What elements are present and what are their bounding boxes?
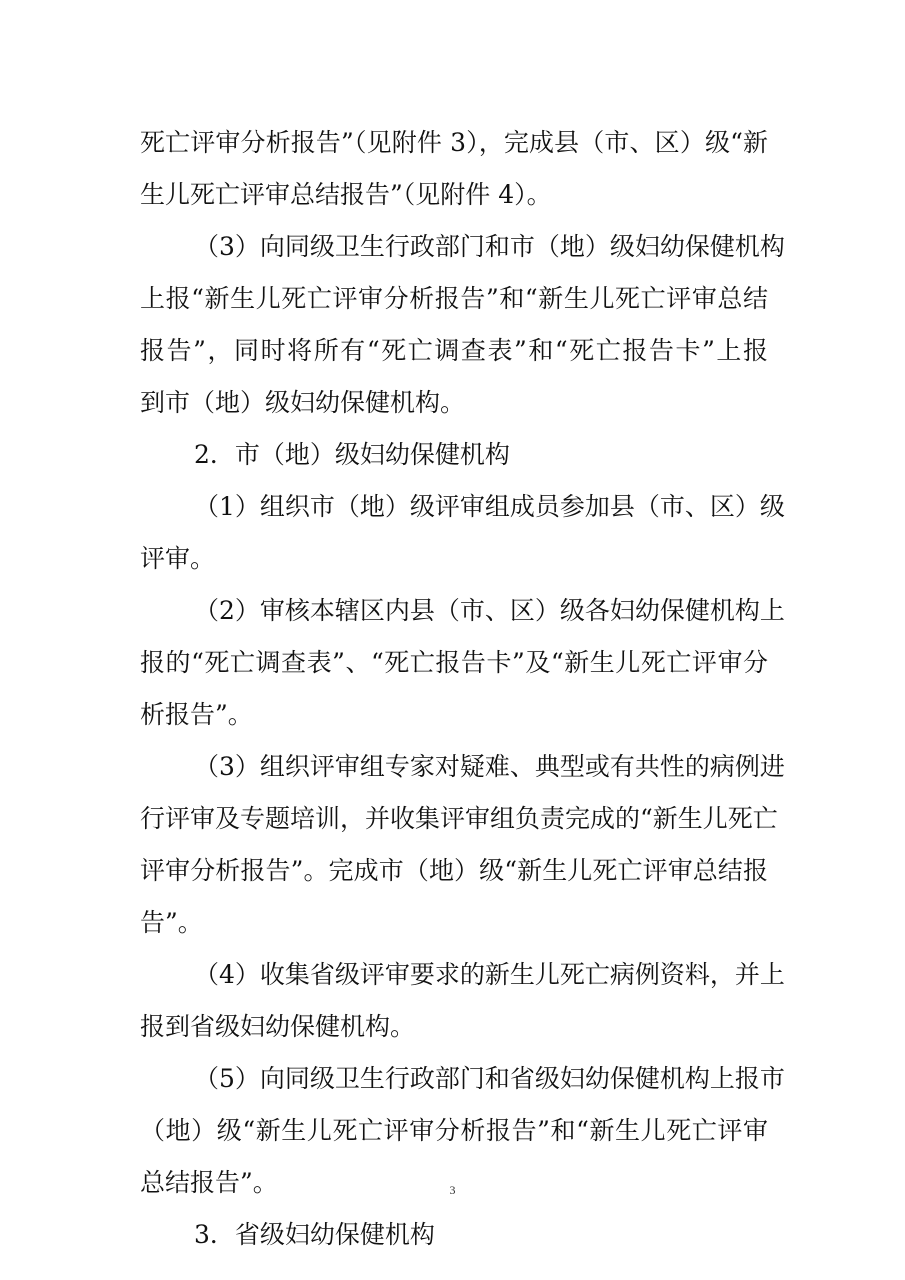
- page-number: 3: [449, 1183, 456, 1197]
- text-line: （4）收集省级评审要求的新生儿死亡病例资料，并上: [194, 960, 785, 989]
- text-line: （3）向同级卫生行政部门和市（地）级妇幼保健机构: [194, 232, 785, 261]
- text-line: 报告”，同时将所有“死亡调查表”和“死亡报告卡”上报: [140, 336, 768, 365]
- text-line: （1）组织市（地）级评审组成员参加县（市、区）级: [194, 492, 785, 521]
- text-line: （5）向同级卫生行政部门和省级妇幼保健机构上报市: [194, 1064, 785, 1093]
- text-line: 告”。: [140, 908, 203, 937]
- text-line: 上报“新生儿死亡评审分析报告”和“新生儿死亡评审总结: [140, 284, 768, 313]
- text-line: 报的“死亡调查表”、“死亡报告卡”及“新生儿死亡评审分: [140, 648, 768, 677]
- text-line: 到市（地）级妇幼保健机构。: [140, 388, 466, 417]
- text-line: 生儿死亡评审总结报告”（见附件 4）。: [140, 180, 552, 209]
- text-line: 死亡评审分析报告”（见附件 3），完成县（市、区）级“新: [140, 128, 768, 157]
- text-line: 总结报告”。: [140, 1168, 278, 1197]
- section-heading: 3．省级妇幼保健机构: [194, 1220, 435, 1249]
- text-line: 评审分析报告”。完成市（地）级“新生儿死亡评审总结报: [140, 856, 768, 885]
- text-line: 析报告”。: [140, 700, 253, 729]
- text-line: （地）级“新生儿死亡评审分析报告”和“新生儿死亡评审: [140, 1116, 768, 1145]
- document-body: [140, 117, 785, 1261]
- text-line: 评审。: [140, 544, 216, 573]
- text-line: 报到省级妇幼保健机构。: [140, 1012, 416, 1041]
- section-heading: 2．市（地）级妇幼保健机构: [194, 440, 510, 469]
- text-line: （2）审核本辖区内县（市、区）级各妇幼保健机构上: [194, 596, 785, 625]
- text-line: （3）组织评审组专家对疑难、典型或有共性的病例进: [194, 752, 785, 781]
- text-line: 行评审及专题培训，并收集评审组负责完成的“新生儿死亡: [140, 804, 778, 833]
